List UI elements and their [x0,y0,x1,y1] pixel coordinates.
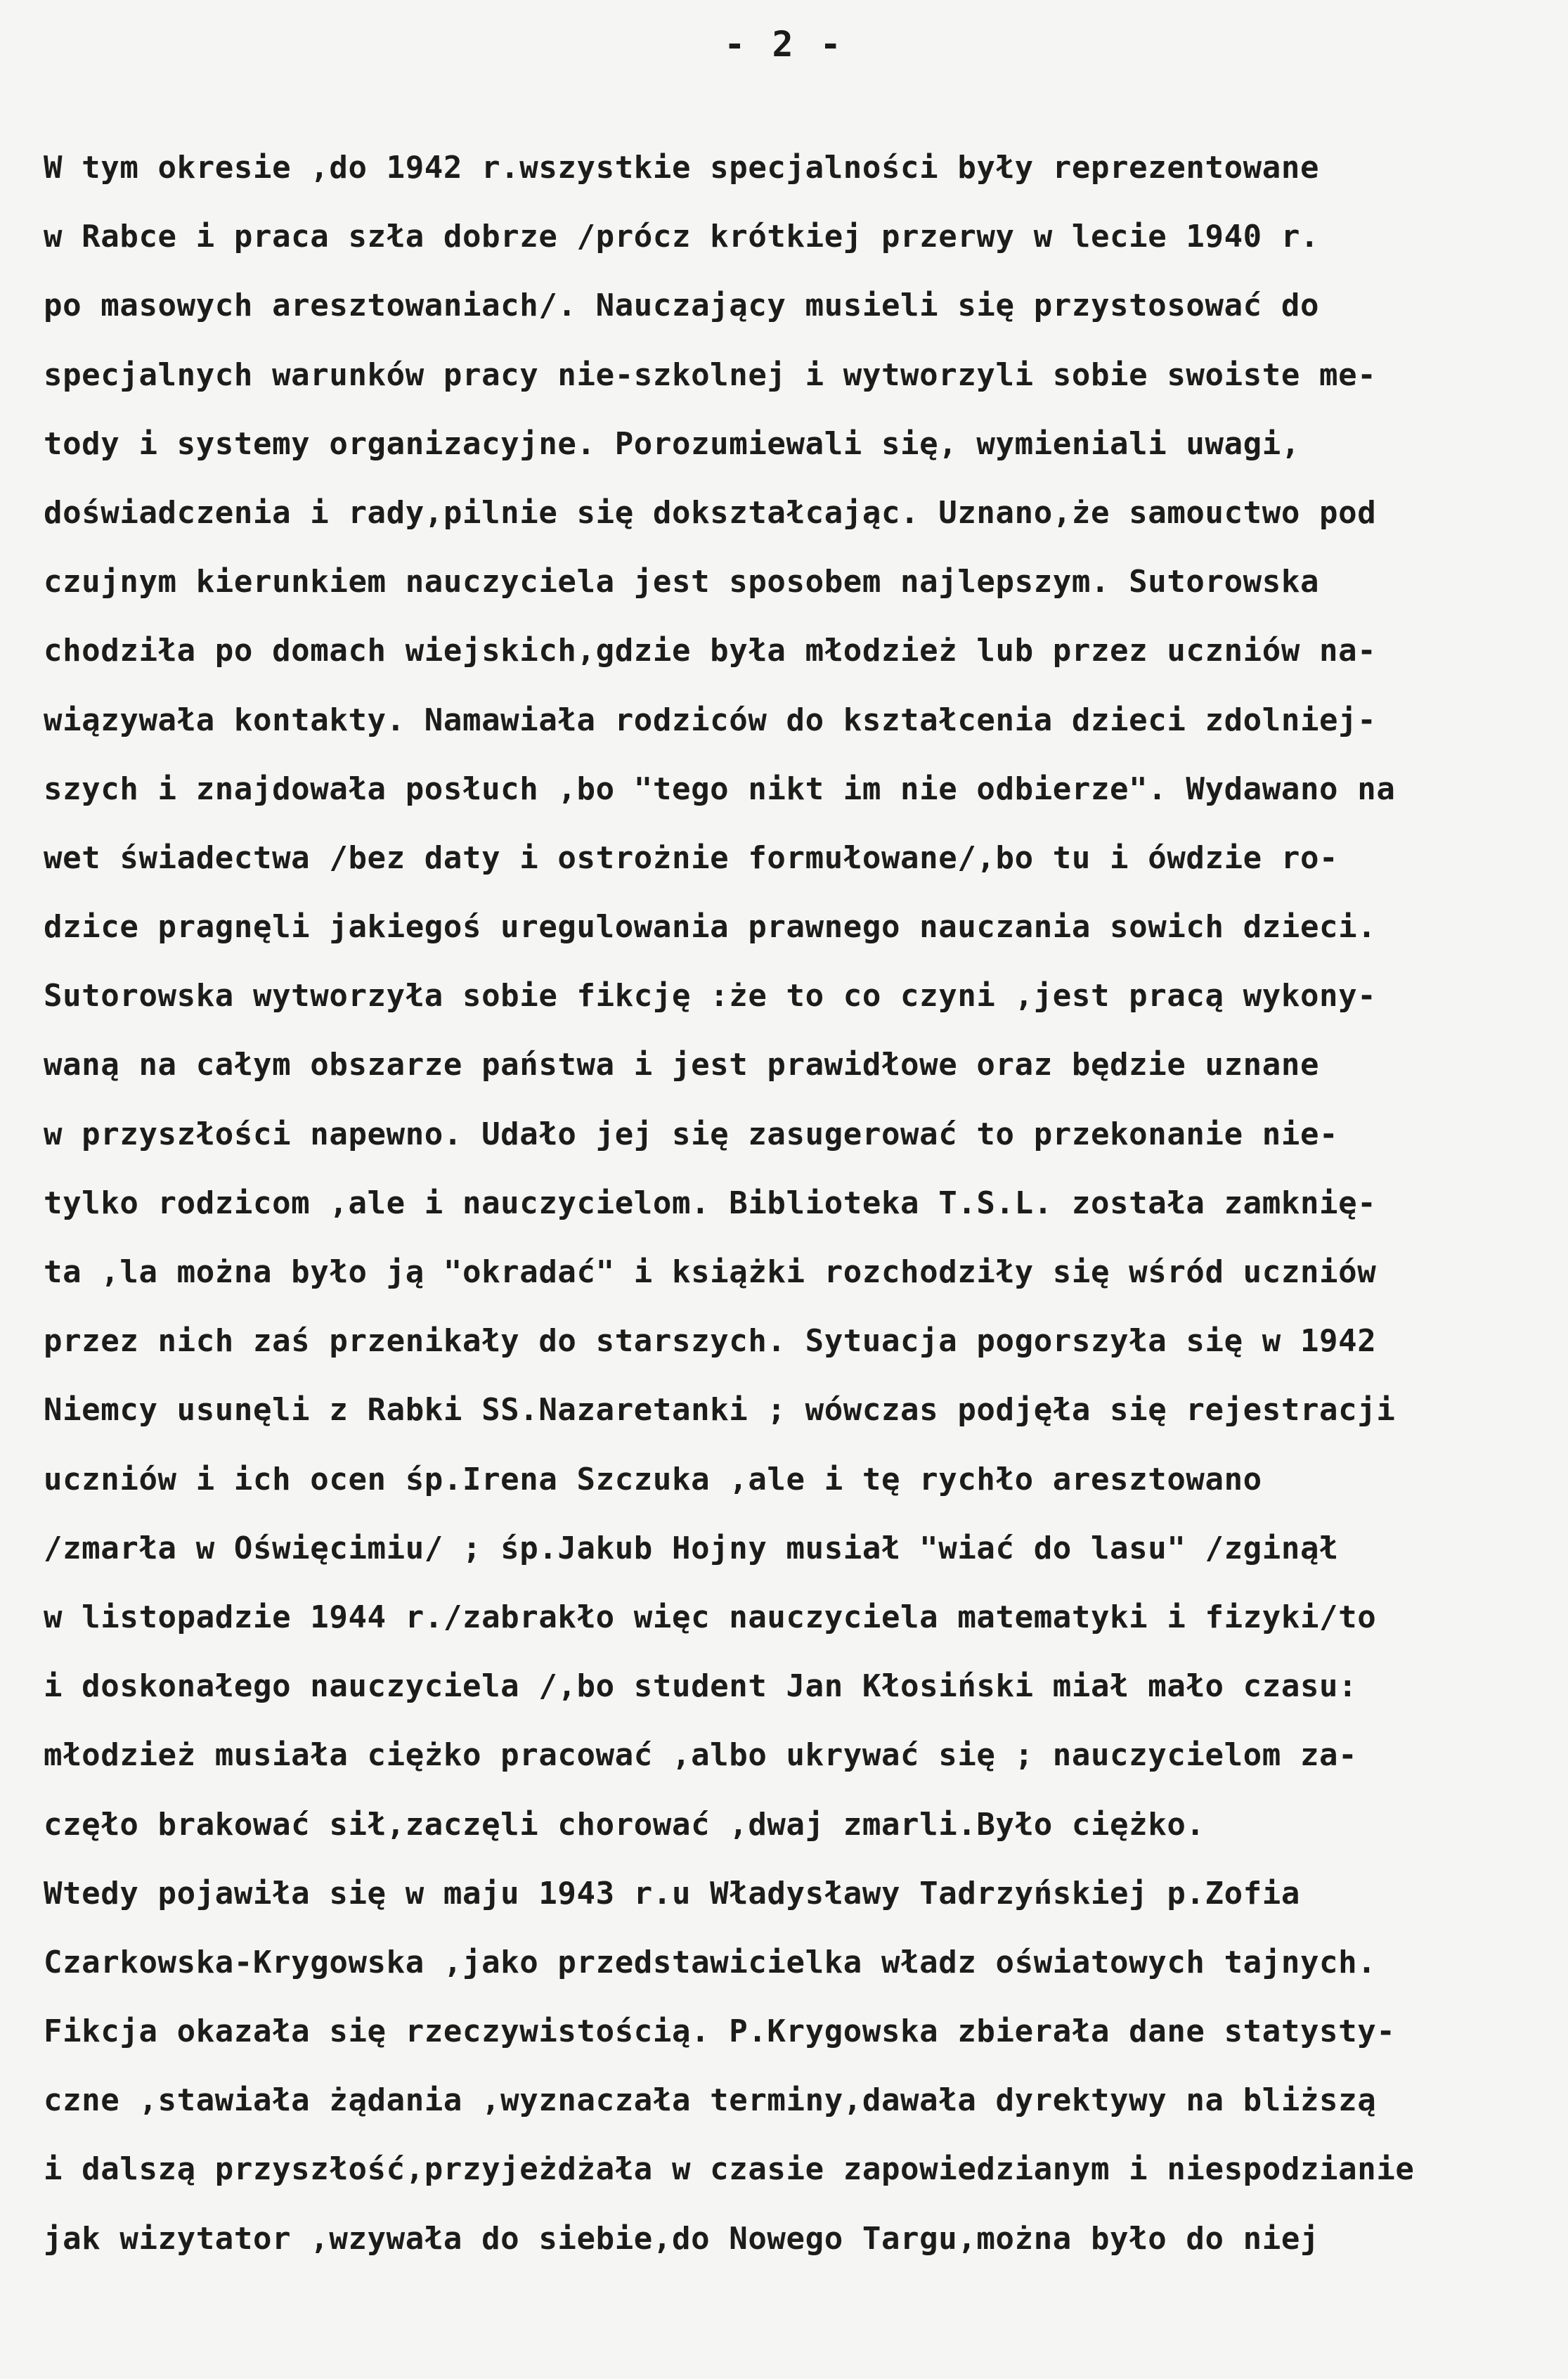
page-number: - 2 - [724,24,844,65]
text-line: ta ,la można było ją "okradać" i książki rozchodziły się wśród uczniów [44,1254,1377,1290]
text-line: czujnym kierunkiem nauczyciela jest sposobem najlepszym. Sutorowska [44,564,1320,600]
text-line: po masowych aresztowaniach/. Nauczający musieli się przystosować do [44,288,1320,324]
text-line: w listopadzie 1944 r./zabrakło więc nauczyciela matematyki i fizyki/to [44,1599,1377,1635]
text-line: /zmarła w Oświęcimiu/ ; śp.Jakub Hojny musiał "wiać do lasu" /zginął [44,1530,1339,1566]
text-line: przez nich zaś przenikały do starszych. Sytuacja pogorszyła się w 1942 [44,1323,1377,1360]
text-line: doświadczenia i rady,pilnie się dokształcając. Uznano,że samouctwo pod [44,494,1377,531]
text-line: szych i znajdowała posłuch ,bo "tego nikt im nie odbierze". Wydawano na [44,771,1396,807]
text-line: i doskonałego nauczyciela /,bo student Jan Kłosiński miał mało czasu: [44,1668,1358,1705]
text-line: uczniów i ich ocen śp.Irena Szczuka ,ale i tę rychło aresztowano [44,1461,1262,1497]
text-line: tody i systemy organizacyjne. Porozumiewali się, wymieniali uwagi, [44,425,1300,462]
text-line: w przyszłości napewno. Udało jej się zasugerować to przekonanie nie- [44,1116,1339,1152]
text-line: specjalnych warunków pracy nie-szkolnej i wytworzyli sobie swoiste me- [44,356,1377,393]
text-line: młodzież musiała ciężko pracować ,albo ukrywać się ; nauczycielom za- [44,1737,1358,1774]
text-line: wiązywała kontakty. Namawiała rodziców do kształcenia dzieci zdolniej- [44,702,1377,738]
text-line: waną na całym obszarze państwa i jest prawidłowe oraz będzie uznane [44,1047,1320,1083]
text-line: tylko rodzicom ,ale i nauczycielom. Biblioteka T.S.L. została zamknię- [44,1185,1377,1221]
text-line: Sutorowska wytworzyła sobie fikcję :że to co czyni ,jest pracą wykony- [44,978,1377,1014]
text-line: i dalszą przyszłość,przyjeżdżała w czasie zapowiedzianym i niespodzianie [44,2151,1415,2188]
text-line: W tym okresie ,do 1942 r.wszystkie specjalności były reprezentowane [44,150,1320,186]
text-line: częło brakować sił,zaczęli chorować ,dwaj zmarli.Było ciężko. [44,1806,1205,1843]
text-line: wet świadectwa /bez daty i ostrożnie formułowane/,bo tu i ówdzie ro- [44,839,1339,876]
text-line: Czarkowska-Krygowska ,jako przedstawicielka władz oświatowych tajnych. [44,1944,1377,1980]
text-line: jak wizytator ,wzywała do siebie,do Nowego Targu,można było do niej [44,2220,1320,2257]
body-text [44,134,1555,2274]
text-line: dzice pragnęli jakiegoś uregulowania prawnego nauczania sowich dzieci. [44,909,1377,946]
text-line: chodziła po domach wiejskich,gdzie była młodzież lub przez uczniów na- [44,633,1377,669]
text-line: w Rabce i praca szła dobrze /prócz krótkiej przerwy w lecie 1940 r. [44,219,1320,255]
text-line: Niemcy usunęli z Rabki SS.Nazaretanki ; wówczas podjęła się rejestracji [44,1392,1396,1429]
text-line: czne ,stawiała żądania ,wyznaczała terminy,dawała dyrektywy na bliższą [44,2082,1377,2119]
text-line: Fikcja okazała się rzeczywistością. P.Krygowska zbierała dane statysty- [44,2013,1396,2050]
text-line: Wtedy pojawiła się w maju 1943 r.u Władysławy Tadrzyńskiej p.Zofia [44,1875,1300,1911]
